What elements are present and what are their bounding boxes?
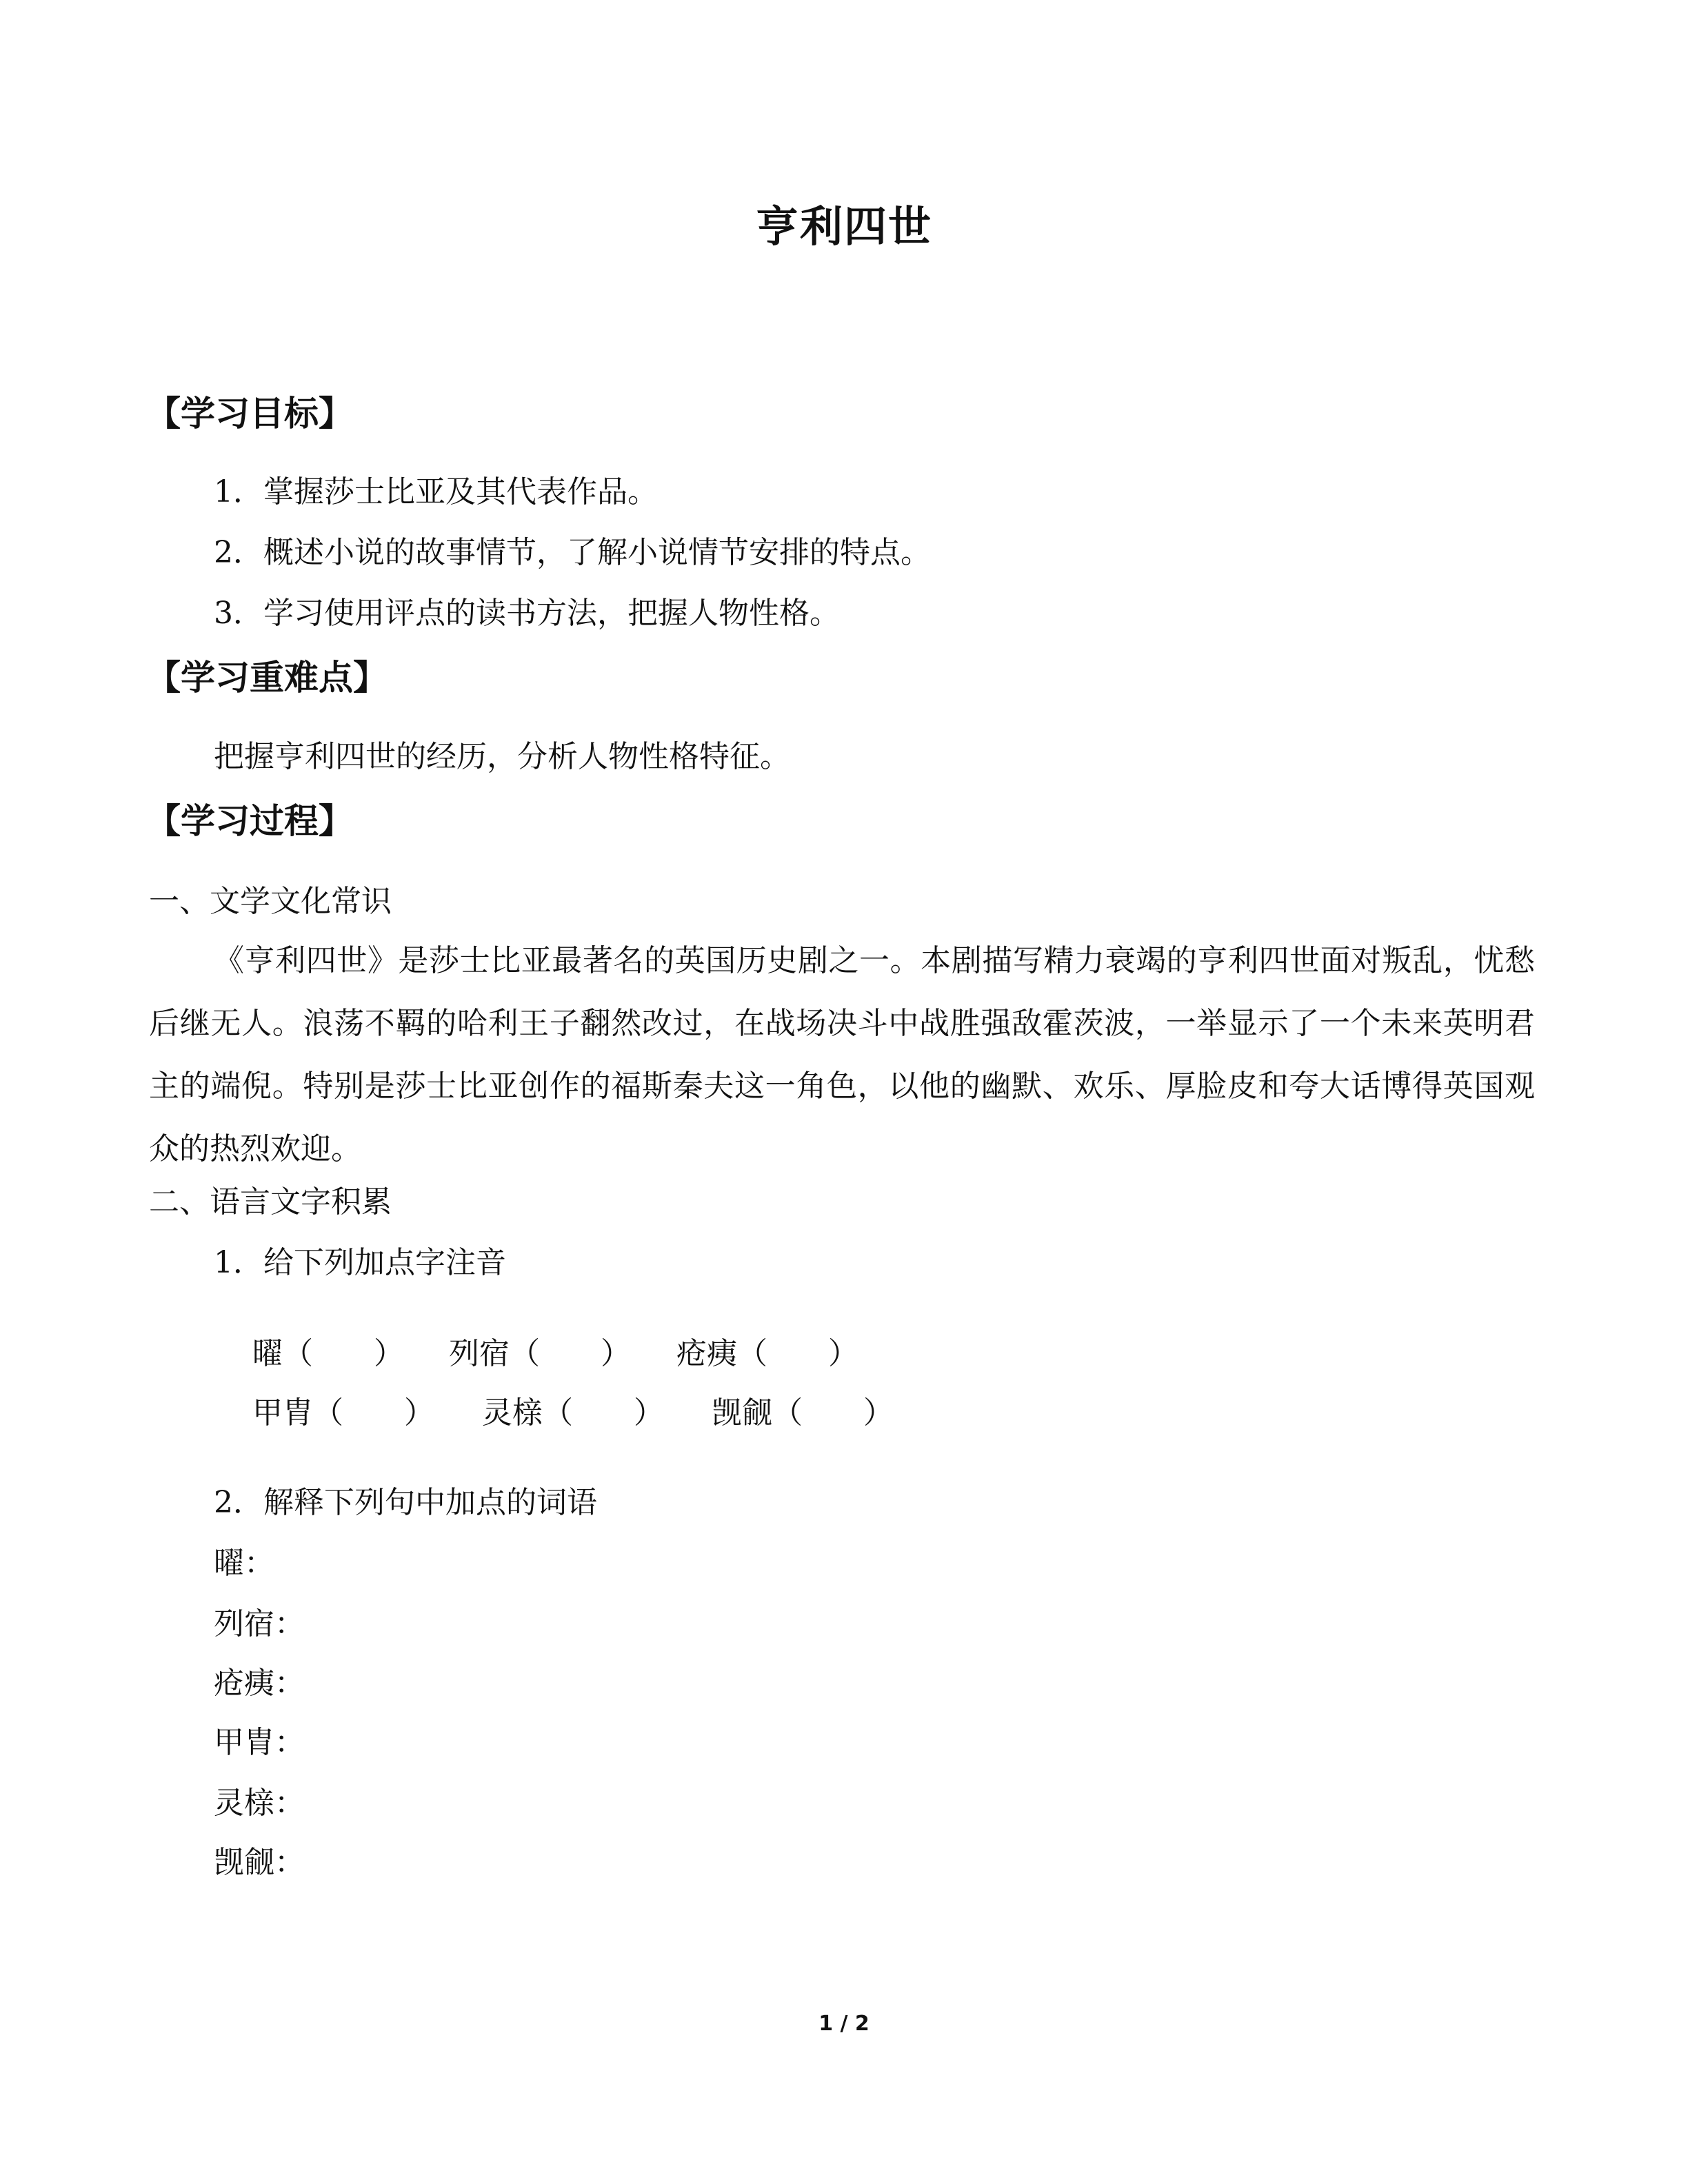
definition-item: 曜： <box>214 1546 274 1581</box>
document-title: 亨利四世 <box>755 201 932 252</box>
page-number: 1 / 2 <box>818 2012 870 2036</box>
heading-learning-process: 【学习过程】 <box>146 801 353 841</box>
definition-item: 灵榇： <box>214 1786 305 1821</box>
q1-title: 1．给下列加点字注音 <box>214 1245 506 1280</box>
definition-item: 疮痍： <box>214 1666 305 1701</box>
heading-key-points: 【学习重难点】 <box>146 658 388 698</box>
pinyin-item: 列宿（ ） <box>448 1336 631 1371</box>
q2-title: 2．解释下列句中加点的词语 <box>214 1485 597 1520</box>
goal-item-3: 3．学习使用评点的读书方法，把握人物性格。 <box>214 596 840 631</box>
pinyin-item: 觊觎（ ） <box>711 1395 894 1430</box>
pinyin-item: 甲胄（ ） <box>252 1395 434 1430</box>
pinyin-item: 灵榇（ ） <box>481 1395 664 1430</box>
pinyin-item: 疮痍（ ） <box>676 1336 858 1371</box>
part2-title: 二、语言文字积累 <box>149 1184 392 1220</box>
definition-item: 列宿： <box>214 1606 305 1641</box>
key-points-text: 把握亨利四世的经历，分析人物性格特征。 <box>214 739 790 774</box>
goal-item-2: 2．概述小说的故事情节，了解小说情节安排的特点。 <box>214 535 931 570</box>
heading-learning-goals: 【学习目标】 <box>146 394 353 434</box>
definition-item: 觊觎： <box>214 1845 305 1880</box>
pinyin-row-2 <box>214 1368 894 1459</box>
pinyin-item: 曜（ ） <box>252 1336 404 1371</box>
goal-item-1: 1．掌握莎士比亚及其代表作品。 <box>214 474 658 509</box>
part1-title: 一、文学文化常识 <box>149 884 392 919</box>
part1-paragraph: 《亨利四世》是莎士比亚最著名的英国历史剧之一。本剧描写精力衰竭的亨利四世面对叛乱，忧愁后继无人。浪荡不羁的哈利王子翻然改过，在战场决斗中战胜强敌霍茨波，一举显示了一个未来英明君主的端倪。特别是莎士比亚创作的福斯秦夫这一角色，以他的幽默、欢乐、厚脸皮和夸大话博得英国观众的热烈欢迎。 <box>149 943 1535 1166</box>
definition-item: 甲胄： <box>214 1725 305 1760</box>
